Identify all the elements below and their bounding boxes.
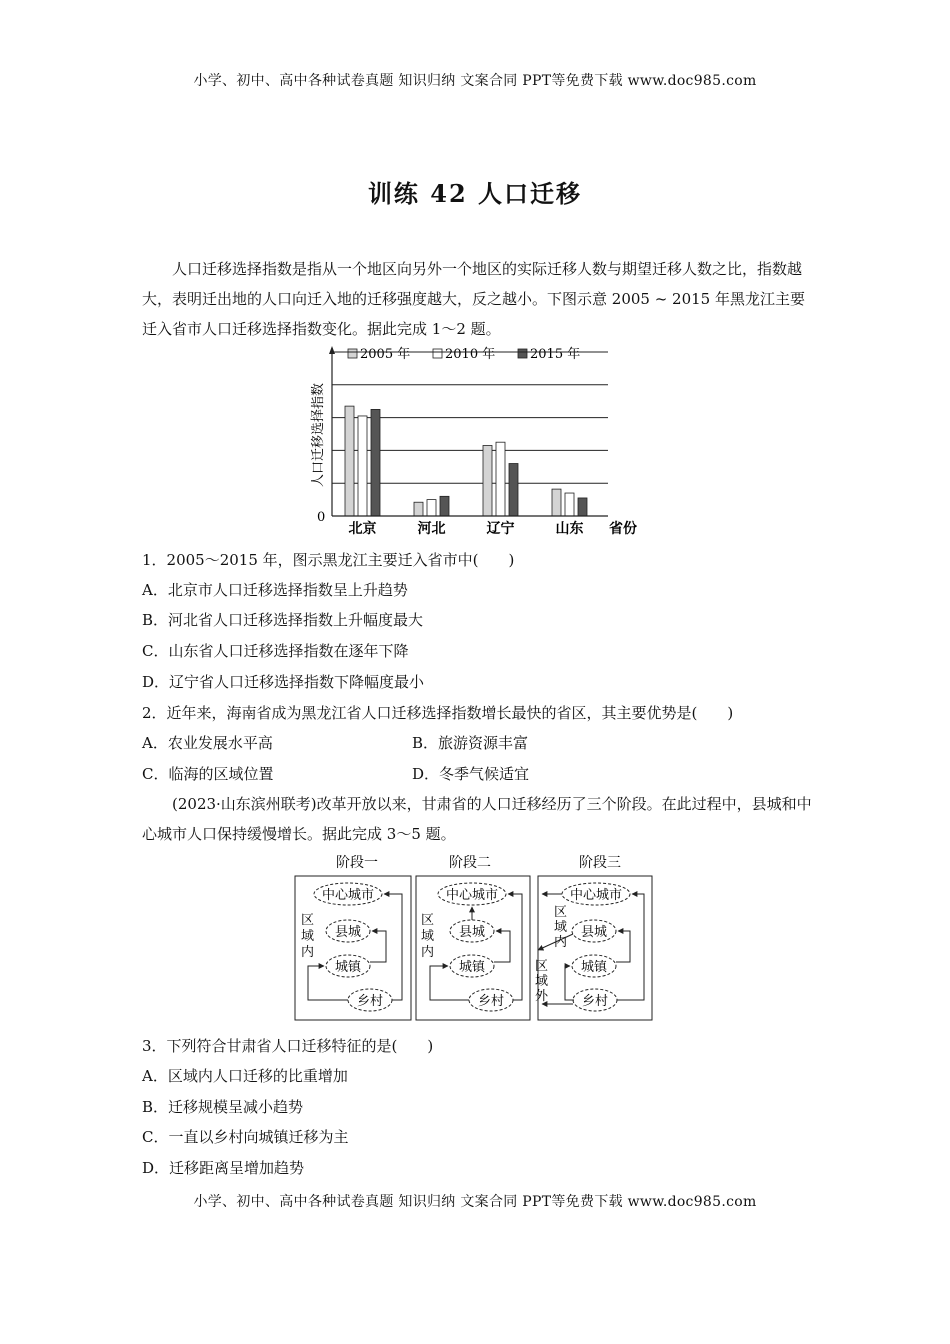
chart-category-label: 河北 [417,521,446,537]
chart-y-zero-label: 0 [317,510,326,525]
chart-category-label: 辽宁 [486,521,515,537]
intro-paragraph-1: 人口迁移选择指数是指从一个地区向另外一个地区的实际迁移人数与期望迁移人数之比，指数越大，表明迁出地的人口向迁入地的迁移强度越大，反之越小。下图示意 2005 ~ 2015 年黑龙江主要迁入省市人口迁移选择指数变化。据此完成 1～2 题。 [142,260,805,338]
page-title: 训练 42 人口迁移 [367,179,583,208]
stage-1-region-inside-label: 区域内 [301,913,315,960]
chart-bar [440,496,449,516]
q3-option-c: C．一直以乡村向城镇迁移为主 [142,1128,349,1146]
stage-2-label: 阶段二 [449,855,491,871]
q2-option-c: C．临海的区域位置 [142,765,274,783]
chart-category-label: 北京 [348,521,377,537]
q1-option-c: C．山东省人口迁移选择指数在逐年下降 [142,642,409,660]
stage-2-region-inside-label: 区域内 [421,913,435,960]
migration-stage-diagram [290,852,660,1024]
stage-3-label: 阶段三 [579,855,621,871]
chart-bar [345,406,354,516]
chart-bar [427,500,436,516]
q3-option-b: B．迁移规模呈减小趋势 [142,1098,304,1116]
chart-bar [509,464,518,516]
chart-bar [414,502,423,516]
stage-3-flows [535,883,644,1011]
chart-bar [578,498,587,516]
stage-1-county-label: 县城 [334,925,362,940]
question-3-stem: 3．下列符合甘肃省人口迁移特征的是( ) [142,1037,434,1055]
q3-option-d: D．迁移距离呈增加趋势 [142,1159,305,1177]
chart-legend-swatch [518,349,527,358]
stage-1-town-label: 城镇 [334,960,362,975]
chart-xlabel: 省份 [609,521,637,537]
chart-y-axis-arrow [329,346,335,354]
chart-bar [358,416,367,516]
chart-bar [496,442,505,516]
chart-bar [552,489,561,516]
q2-option-a: A．农业发展水平高 [142,734,273,752]
stage-2-village-label: 乡村 [477,994,505,1009]
chart-legend-label: 2010 年 [445,347,496,362]
chart-bar [565,493,574,516]
chart-category-label: 山东 [555,521,584,537]
stage-2-town-label: 城镇 [458,960,486,975]
q1-option-d: D．辽宁省人口迁移选择指数下降幅度最小 [142,673,425,691]
chart-legend-swatch [433,349,442,358]
chart-legend-label: 2015 年 [530,347,581,362]
stage-3-region-outside-label: 区域外 [535,959,549,1004]
chart-legend-label: 2005 年 [360,347,411,362]
stage-2-county-label: 县城 [458,925,486,940]
chart-bars [345,406,587,516]
q2-option-d: D．冬季气候适宜 [412,765,530,783]
stage-3-region-inside-label: 区域内 [554,905,568,950]
page-header: 小学、初中、高中各种试卷真题 知识归纳 文案合同 PPT等免费下载 www.doc985.com [193,73,757,89]
stage-1-flows [301,883,402,1011]
chart-legend-swatch [348,349,357,358]
stage-3-town-label: 城镇 [580,960,608,975]
q3-option-a: A．区域内人口迁移的比重增加 [142,1067,348,1085]
stage-1-label: 阶段一 [336,855,378,871]
stage-2-flows [421,883,522,1011]
stage-3-center-city-label: 中心城市 [569,888,623,903]
chart-category-labels [349,520,584,537]
chart-ylabel: 人口迁移选择指数 [311,382,326,488]
q2-option-b: B．旅游资源丰富 [412,734,529,752]
bar-chart [300,340,660,540]
chart-legend [348,346,580,362]
q1-option-a: A．北京市人口迁移选择指数呈上升趋势 [142,581,408,599]
question-2-stem: 2．近年来，海南省成为黑龙江省人口迁移选择指数增长最快的省区，其主要优势是( ) [142,704,734,722]
q1-option-b: B．河北省人口迁移选择指数上升幅度最大 [142,611,424,629]
chart-bar [483,445,492,516]
intro-paragraph-2: (2023·山东滨州联考)改革开放以来，甘肃省的人口迁移经历了三个阶段。在此过程中，县城和中心城市人口保持缓慢增长。据此完成 3～5 题。 [142,795,812,843]
stage-1-village-label: 乡村 [356,994,384,1009]
chart-bar [371,409,380,516]
stage-1-center-city-label: 中心城市 [321,888,375,903]
stage-2-center-city-label: 中心城市 [445,888,499,903]
question-1-stem: 1．2005～2015 年，图示黑龙江主要迁入省市中( ) [142,551,515,569]
stage-3-county-label: 县城 [580,925,608,940]
stage-3-village-label: 乡村 [581,994,609,1009]
page-footer: 小学、初中、高中各种试卷真题 知识归纳 文案合同 PPT等免费下载 www.doc985.com [193,1194,757,1210]
